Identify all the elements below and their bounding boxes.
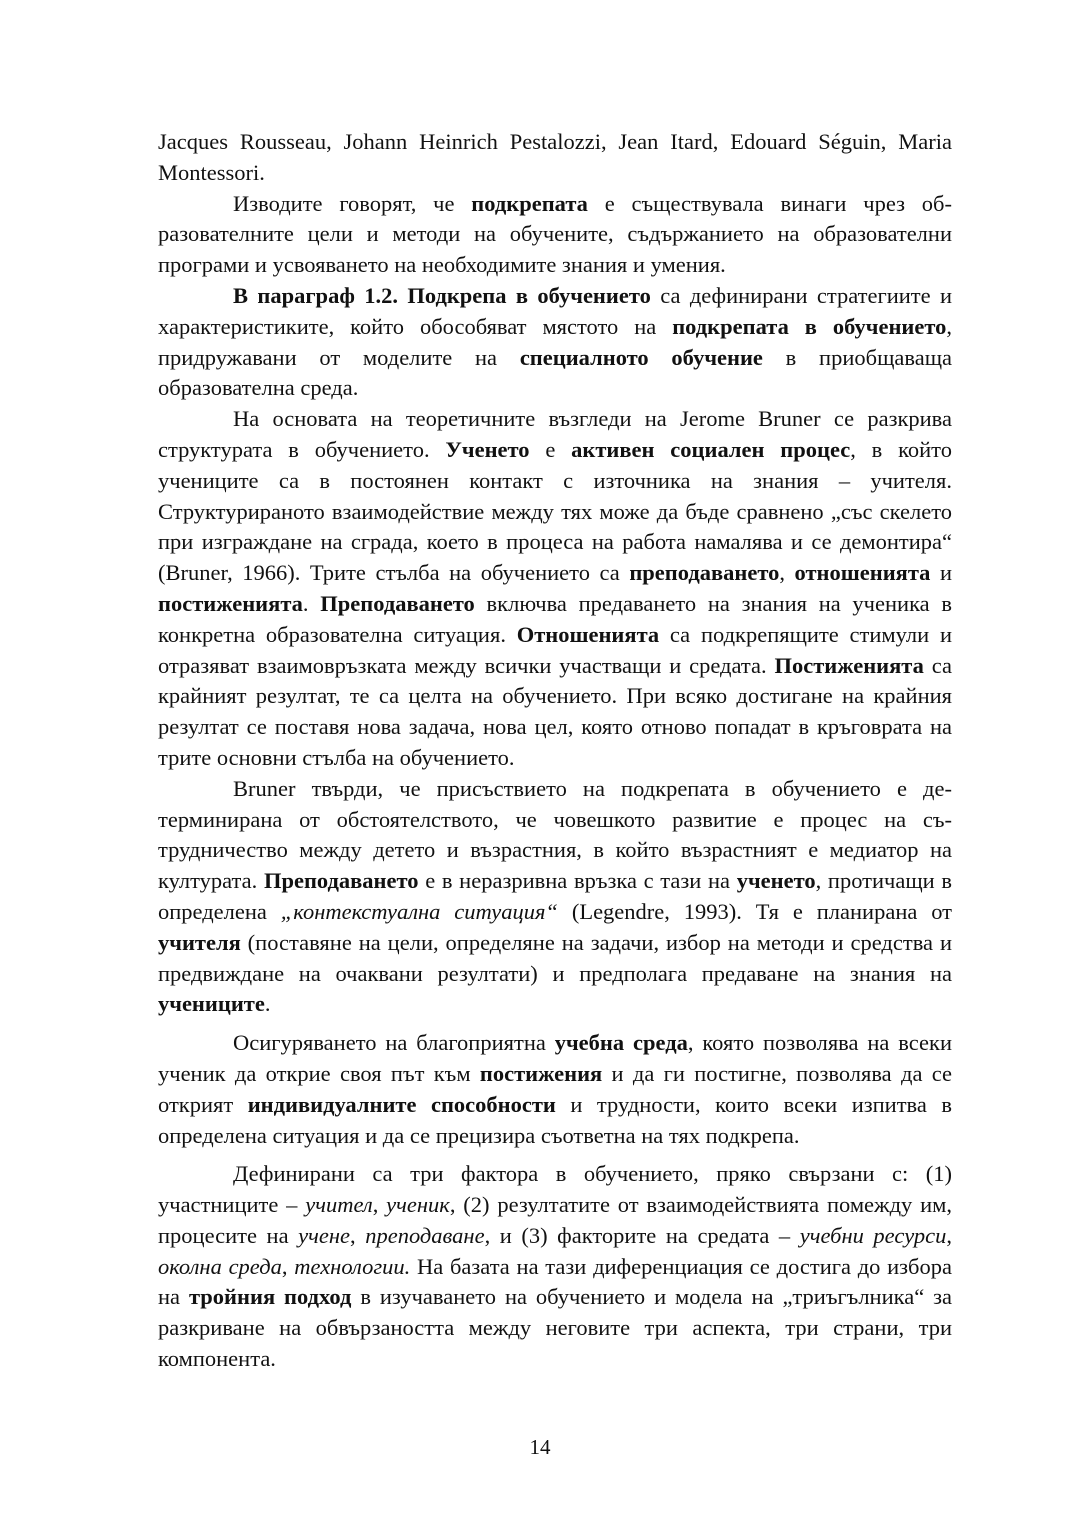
- bold-term: отношенията: [794, 560, 931, 586]
- text-run: , която позволява на всеки ученик да открие своя път към: [158, 1030, 952, 1086]
- text-run: (поставяне на цели, определяне на задачи, избор на методи и средства и предвиждане на очаквани резултати) и предполага предаване на знания на: [158, 929, 952, 986]
- paragraph-5: [158, 774, 952, 1020]
- italic-term: учене: [298, 1222, 351, 1248]
- text-run: На базата на тази диференциация се достига до избора на: [158, 1253, 952, 1310]
- italic-term: „контекстуална ситуация“: [280, 898, 558, 924]
- bold-term: учениците: [158, 991, 265, 1017]
- bold-term: ученето: [736, 868, 816, 894]
- text-run: са крайният резултат, те са целта на обучението. При всяко достигане на крайния резултат се поставя нова задача, нова цел, която отново попадат в кръговрата на трите основни стълба на обучението.: [158, 652, 952, 770]
- paragraph-6: [158, 1028, 952, 1151]
- text-run: е съществувала винаги чрез образователните цели и методи на обучените, съдържанието на образователни програми и усвояването на необходимите знания и умения.: [158, 190, 952, 278]
- text-run: и трудности, които всеки изпитва в определена ситуация и да се прецизира съответна на тях подкрепа.: [158, 1091, 952, 1148]
- paragraph-7: [158, 1159, 952, 1375]
- bold-term: учителя: [158, 929, 241, 955]
- paragraph-3: [158, 281, 952, 404]
- paragraph-1: [158, 127, 952, 189]
- text-run: ,: [779, 560, 795, 586]
- text-run: в изучаването на обучението и модела на „триъгълника“ за разкриване на обвързаността между неговите три аспекта, три страни, три компонента.: [158, 1284, 953, 1372]
- bold-term: индивидуалните способности: [247, 1091, 556, 1117]
- bold-term: постижения: [479, 1060, 603, 1086]
- text-run: ,: [281, 1253, 295, 1279]
- text-run: .: [302, 590, 321, 616]
- text-run: Bruner твърди, че присъствието на подкрепата в обучението е детерминирана от обстоятелството, че човешкото развитие е процес на сътрудничество между детето и възрастния, в който възрастният е медиатор на културата.: [158, 775, 952, 894]
- text-run: ,: [946, 1222, 953, 1248]
- text-run: .: [264, 991, 271, 1017]
- text-run: ,: [372, 1192, 387, 1218]
- text-run: и да ги постигне, позволява да се открият: [158, 1060, 953, 1117]
- text-run: , и (3) факторите на средата –: [484, 1222, 800, 1248]
- bold-term: специалното обучение: [519, 344, 763, 370]
- bold-term: Постиженията: [774, 652, 924, 678]
- text-run: Jacques Rousseau, Johann Heinrich Pestalozzi, Jean Itard, Edouard Séguin, Maria Montessori.: [158, 129, 952, 185]
- text-run: Дефинирани са три фактора в обучението, пряко свързани с: (1) участниците –: [158, 1161, 952, 1218]
- italic-term: околна среда: [158, 1253, 282, 1279]
- text-run: , придружавани от моделите на: [158, 313, 952, 370]
- text-run: ,: [350, 1222, 366, 1248]
- text-run: Осигуряването на благоприятна: [233, 1030, 555, 1056]
- bold-term: учебна среда: [554, 1030, 688, 1056]
- paragraph-4: [158, 404, 952, 774]
- text-run: , (2) резултатите от взаимодействията помежду им, процесите на: [158, 1192, 953, 1248]
- page-number: 14: [529, 1435, 551, 1459]
- text-run: е: [529, 436, 572, 462]
- text-run: са дефинирани стратегиите и характеристиките, който обособяват мястото на: [158, 282, 952, 339]
- bold-term: преподаването: [629, 560, 780, 586]
- italic-term: ученик: [386, 1192, 450, 1218]
- text-run: включва предаването на знания на ученика в конкретна образователна ситуация.: [158, 590, 952, 647]
- text-run: е в неразривна връзка с тази на: [418, 868, 737, 894]
- document-page: [158, 127, 952, 1375]
- text-run: На основата на теоретичните възгледи на Jerome Bruner се разкрива структурата в обучението.: [158, 406, 952, 462]
- text-run: , в който учениците са в постоянен контакт с източника на знания – учителя. Структурираното взаимодействие между тях може да бъде сравнено „със скелето при изграждане на сграда, което в процеса на работа намалява и се демонтира“ (Bruner, 1966). Трите стълба на обучението са: [158, 436, 952, 586]
- bold-term: подкрепата: [471, 190, 588, 216]
- bold-term: тройния подход: [188, 1284, 352, 1310]
- text-run: в приобщаваща образователна среда.: [158, 344, 953, 401]
- text-run: са подкрепящите стимули и отразяват взаимовръзката между всички участващи и средата.: [158, 621, 952, 678]
- text-run: Изводите говорят, че: [233, 190, 472, 216]
- bold-term: Преподаването: [263, 868, 419, 894]
- bold-term: Отношенията: [516, 621, 660, 647]
- bold-term: В параграф 1.2. Подкрепа в обучението: [233, 282, 651, 308]
- bold-term: подкрепата в обучението: [672, 313, 947, 339]
- paragraph-2: [158, 189, 952, 281]
- text-run: , протичащи в определена: [158, 868, 952, 924]
- text-run: и: [930, 560, 953, 586]
- bold-term: Преподаването: [320, 590, 475, 616]
- italic-term: учител: [305, 1192, 373, 1218]
- italic-term: учебни ресурси: [799, 1222, 947, 1248]
- italic-term: технологии.: [294, 1253, 411, 1279]
- text-run: (Legendre, 1993). Тя е планирана от: [557, 898, 953, 924]
- bold-term: активен социален процес: [571, 436, 851, 462]
- bold-term: постиженията: [158, 590, 303, 616]
- bold-term: Ученето: [445, 436, 530, 462]
- italic-term: преподаване: [365, 1222, 485, 1248]
